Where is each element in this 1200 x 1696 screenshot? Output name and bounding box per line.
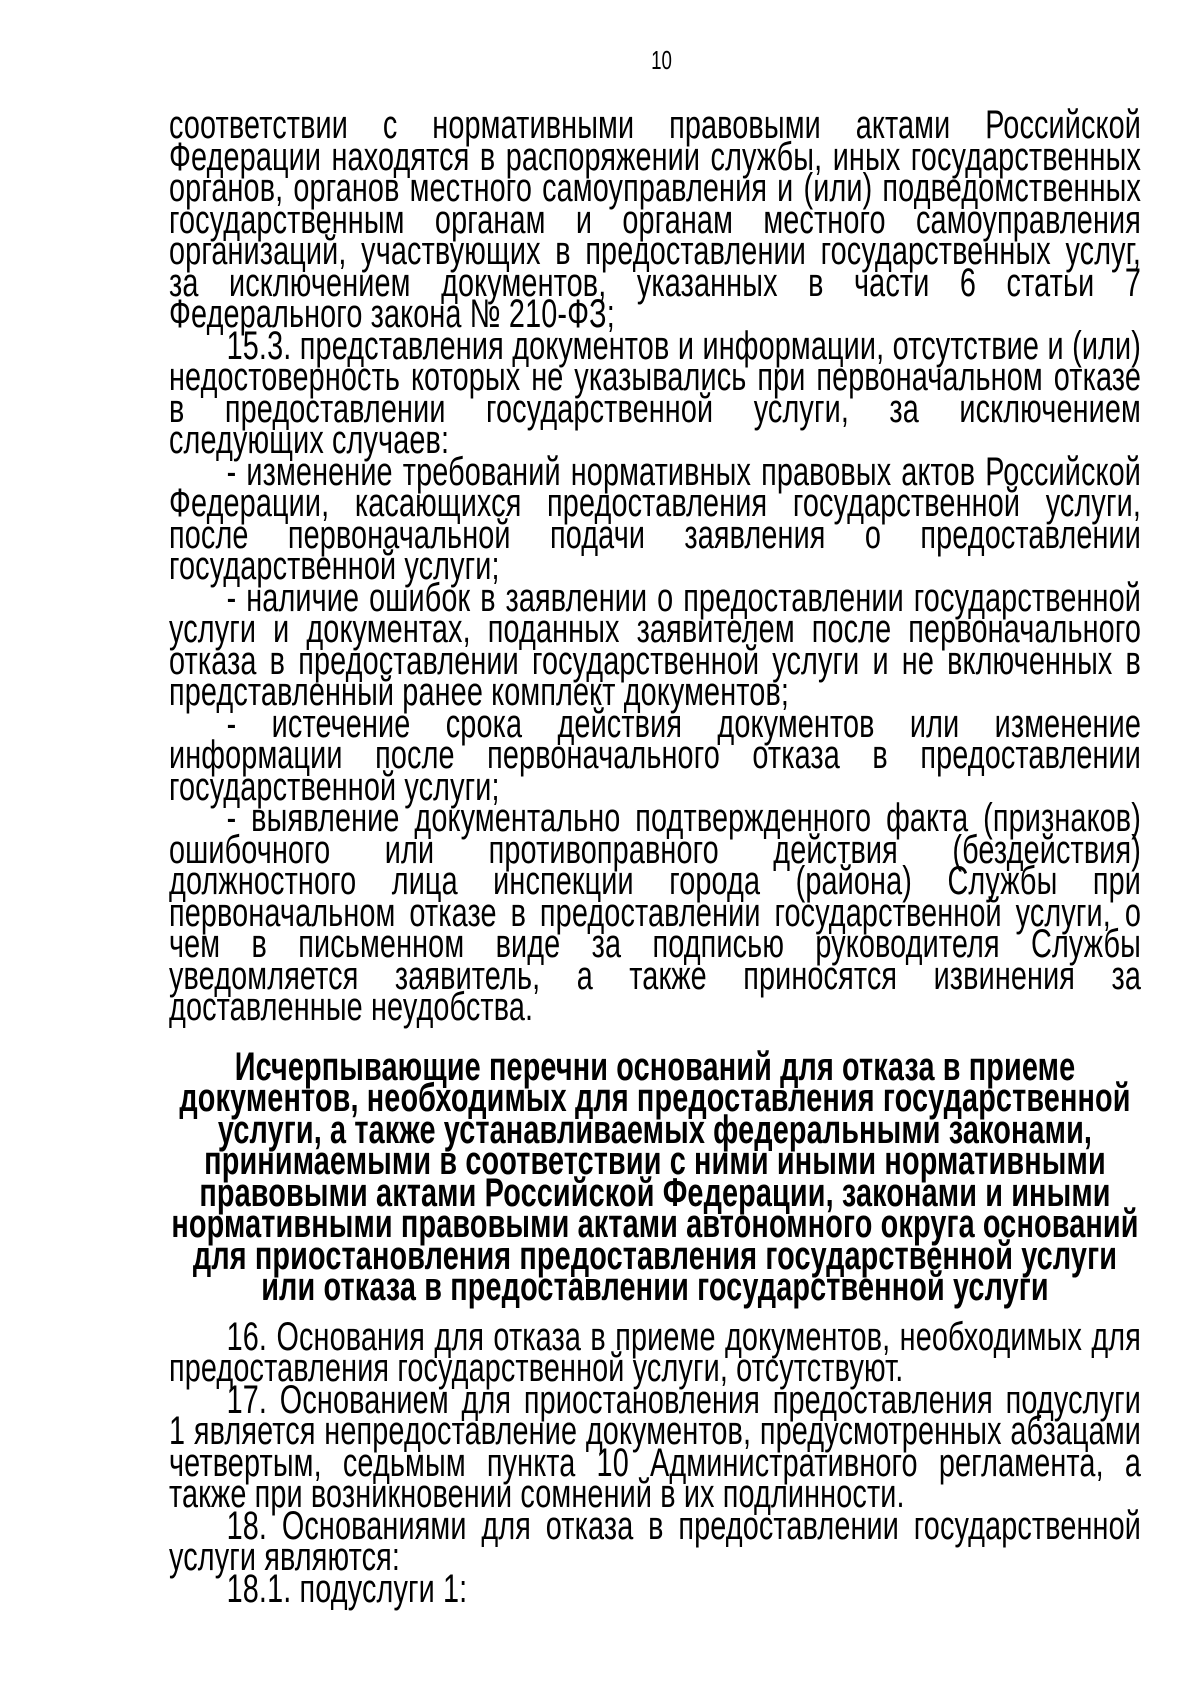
paragraph: - наличие ошибок в заявлении о предоставлении государственной услуги и документах, поданных заявителем после первоначального отказа в предоставлении государственной услуги и не включенных в представленный ранее комплект документов; [169, 575, 1142, 714]
paragraph: соответствии с нормативными правовыми актами Российской Федерации находятся в распоряжении службы, иных государственных органов, органов местного самоуправления и (или) подведомственных государственным органам и органам местного самоуправления организаций, участвующих в предоставлении государственных услуг, за исключением документов, указанных в части 6 статьи 7 Федерального закона № 210-ФЗ; [169, 103, 1141, 336]
page-number: 10 [651, 45, 672, 75]
paragraph: 15.3. представления документов и информации, отсутствие и (или) недостоверность которых не указывались при первоначальном отказе в предоставлении государственной услуги, за исключением следующих случаев: [169, 323, 1142, 462]
paragraph: - истечение срока действия документов или изменение информации после первоначального отказа в предоставлении государственной услуги; [169, 701, 1142, 809]
paragraph: - выявление документально подтвержденного факта (признаков) ошибочного или противоправного действия (бездействия) должностного лица инспекции города (района) Службы при первоначальном отказе в предоставлении государственной услуги, о чем в письменном виде за подписью руководителя Службы уведомляется заявитель, а также приносятся извинения за доставленные неудобства. [169, 796, 1142, 1029]
paragraph: 17. Основанием для приостановления предоставления подуслуги 1 является непредоставление документов, предусмотренных абзацами четвертым, седьмым пункта 10 Административного регламента, а также при возникновении сомнений в их подлинности. [169, 1377, 1142, 1516]
paragraph: 16. Основания для отказа в приеме документов, необходимых для предоставления государственной услуги, отсутствуют. [169, 1314, 1142, 1390]
section-heading: Исчерпывающие перечни оснований для отказа в приеме документов, необходимых для предоставления государственной услуги, а также устанавливаемых федеральными законами, принимаемыми в соответствии с ними иными нормативными правовыми актами Российской Федерации, законами и иными нормативными правовыми актами автономного округа оснований для приостановления предоставления государственной услуги или отказа в предоставлении государственной услуги [171, 1044, 1139, 1309]
document-body [169, 103, 1142, 1611]
text-column [169, 45, 1142, 1611]
paragraph: 18. Основаниями для отказа в предоставлении государственной услуги являются: [169, 1503, 1142, 1579]
paragraph: 18.1. подуслуги 1: [226, 1566, 468, 1611]
paragraph: - изменение требований нормативных правовых актов Российской Федерации, касающихся предоставления государственной услуги, после первоначальной подачи заявления о предоставлении государственной услуги; [169, 449, 1142, 588]
